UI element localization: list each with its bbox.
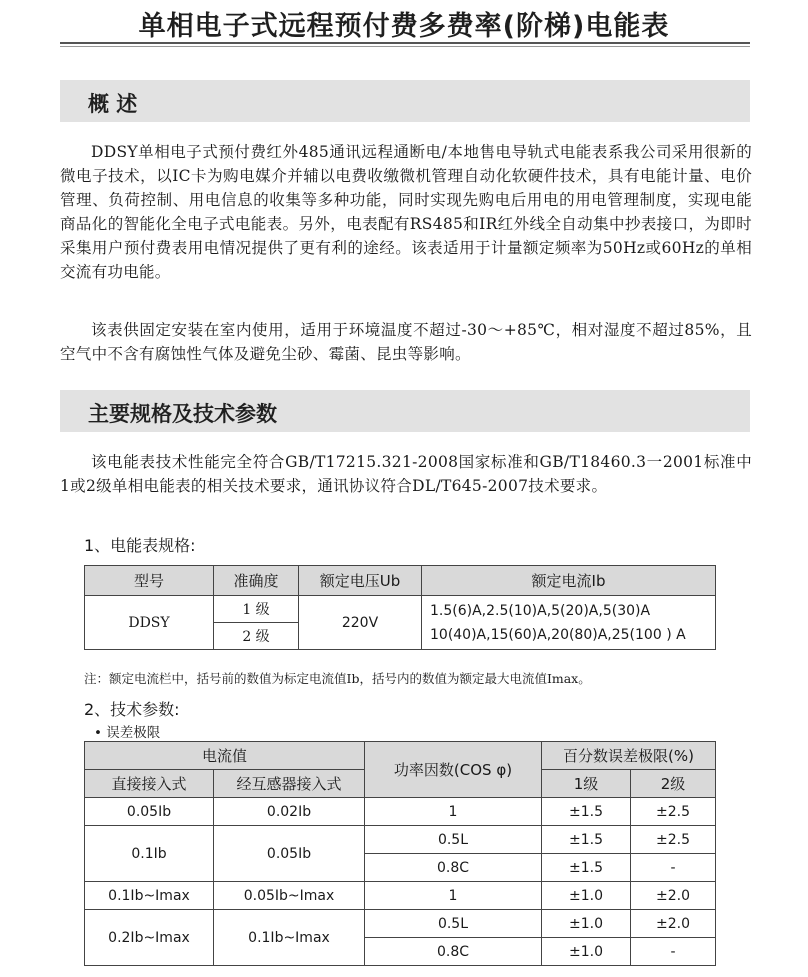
section-header-overview <box>60 80 750 122</box>
bullet-error-limit <box>94 721 160 741</box>
cell-pf: 1 <box>365 882 542 910</box>
cell-pf: 0.8C <box>365 938 542 966</box>
spec-header-current: 额定电流Ib <box>422 566 716 596</box>
cell-direct: 0.05Ib <box>85 798 214 826</box>
cell-class2: - <box>631 854 716 882</box>
footnote: 注：额定电流栏中，括号前的数值为标定电流值Ib，括号内的数值为额定最大电流值Imax。 <box>84 671 591 686</box>
section-header-specs <box>60 390 750 432</box>
spec-current-line-2: 10(40)A,15(60)A,20(80)A,25(100 ) A <box>430 626 686 643</box>
tech-heading: 2、技术参数: <box>84 700 180 719</box>
header-current-value: 电流值 <box>85 742 365 770</box>
cell-class2: ±2.0 <box>631 910 716 938</box>
cell-class2: - <box>631 938 716 966</box>
header-error-limit: 百分数误差极限(%) <box>542 742 716 770</box>
cell-pf: 1 <box>365 798 542 826</box>
spec-current-line-1: 1.5(6)A,2.5(10)A,5(20)A,5(30)A <box>430 602 651 619</box>
header-class-2: 2级 <box>631 770 716 798</box>
spec-voltage-cell: 220V <box>299 596 422 650</box>
cell-class2: ±2.0 <box>631 882 716 910</box>
table-row <box>85 826 716 854</box>
page-title: 单相电子式远程预付费多费率(阶梯)电能表 <box>138 11 670 42</box>
bullet-dot-icon: • <box>94 725 107 741</box>
overview-paragraph-2: 该表供固定安装在室内使用，适用于环境温度不超过-30～+85℃，相对湿度不超过85%，且空气中不含有腐蚀性气体及避免尘砂、霉菌、昆虫等影响。 <box>60 321 752 363</box>
header-class-1: 1级 <box>542 770 631 798</box>
spec-table-row <box>85 596 716 623</box>
title-underline <box>60 42 750 44</box>
overview-paragraph-1: DDSY单相电子式预付费红外485通讯远程通断电/本地售电导轨式电能表系我公司采用很新的微电子技术，以IC卡为购电媒介并辅以电费收缴微机管理自动化软硬件技术，具有电能计量、电价管理、负荷控制、用电信息的收集等多种功能，同时实现先购电后用电的用电管理制度，实现电能商品化的智能化全电子式电能表。另外，电表配有RS485和IR红外线全自动集中抄表接口，为即时采集用户预付费表用电情况提供了更有利的途经。该表适用于计量额定频率为50Hz或60Hz的单相交流有功电能。 <box>60 143 752 281</box>
header-power-factor: 功率因数(COS φ) <box>365 742 542 798</box>
table-row <box>85 910 716 938</box>
cell-class1: ±1.5 <box>542 798 631 826</box>
spec-heading: 1、电能表规格: <box>84 536 196 555</box>
cell-transformer: 0.02Ib <box>214 798 365 826</box>
cell-pf: 0.5L <box>365 910 542 938</box>
cell-class1: ±1.5 <box>542 854 631 882</box>
header-transformer: 经互感器接入式 <box>214 770 365 798</box>
cell-pf: 0.8C <box>365 854 542 882</box>
title-underline-thin <box>60 46 750 47</box>
cell-class2: ±2.5 <box>631 798 716 826</box>
error-table-header-row <box>85 742 716 770</box>
spec-accuracy-2: 2 级 <box>214 623 299 650</box>
cell-pf: 0.5L <box>365 826 542 854</box>
header-direct: 直接接入式 <box>85 770 214 798</box>
cell-class1: ±1.0 <box>542 910 631 938</box>
error-limit-table <box>84 741 716 966</box>
specs-paragraph: 该电能表技术性能完全符合GB/T17215.321-2008国家标准和GB/T18460.3一2001标准中1或2级单相电能表的相关技术要求，通讯协议符合DL/T645-2007技术要求。 <box>60 453 752 495</box>
spec-model-cell: DDSY <box>85 596 214 650</box>
spec-header-model: 型号 <box>85 566 214 596</box>
cell-transformer: 0.05Ib <box>214 826 365 882</box>
bullet-text: 误差极限 <box>106 725 161 741</box>
cell-direct: 0.2Ib~Imax <box>85 910 214 966</box>
section-title-overview: 概 述 <box>88 92 138 116</box>
section-title-specs: 主要规格及技术参数 <box>88 402 277 426</box>
table-row <box>85 882 716 910</box>
table-row <box>85 798 716 826</box>
spec-table <box>84 565 716 650</box>
cell-transformer: 0.1Ib~Imax <box>214 910 365 966</box>
cell-class1: ±1.0 <box>542 882 631 910</box>
cell-direct: 0.1Ib~Imax <box>85 882 214 910</box>
cell-class1: ±1.0 <box>542 938 631 966</box>
cell-class1: ±1.5 <box>542 826 631 854</box>
spec-header-accuracy: 准确度 <box>214 566 299 596</box>
spec-accuracy-1: 1 级 <box>214 596 299 623</box>
spec-current-cell <box>422 596 716 650</box>
cell-direct: 0.1Ib <box>85 826 214 882</box>
spec-table-header-row <box>85 566 716 596</box>
cell-class2: ±2.5 <box>631 826 716 854</box>
spec-header-voltage: 额定电压Ub <box>299 566 422 596</box>
cell-transformer: 0.05Ib~Imax <box>214 882 365 910</box>
